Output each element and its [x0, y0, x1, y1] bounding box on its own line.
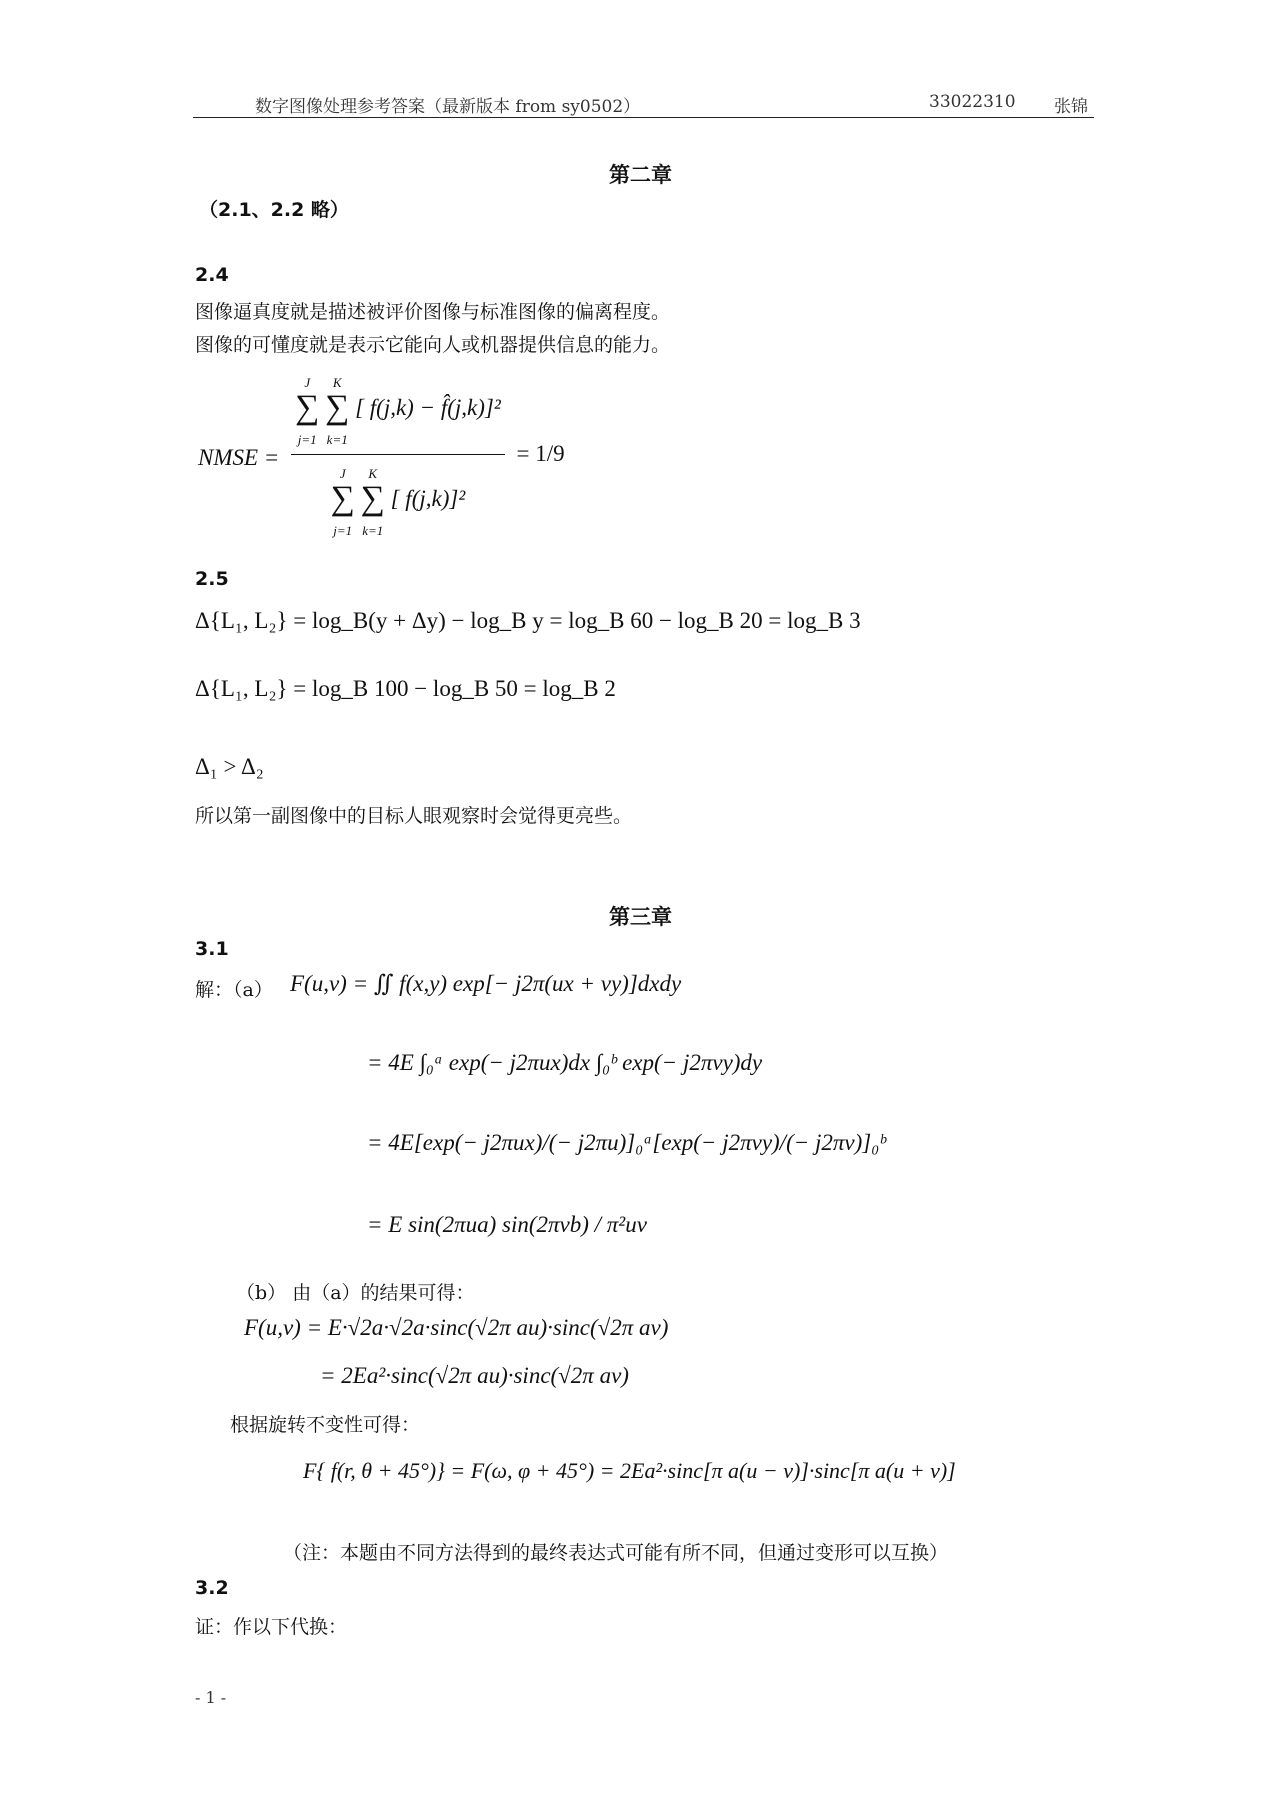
- brightness-conclusion: 所以第一副图像中的目标人眼观察时会觉得更亮些。: [195, 805, 633, 827]
- header-id: 33022310: [929, 92, 1016, 112]
- header-name: 张锦: [1054, 97, 1088, 117]
- nmse-lhs: NMSE =: [198, 444, 280, 470]
- sinc-eq-1: F(u,v) = E·√2a·√2a·sinc(√2π au)·sinc(√2π av): [244, 1315, 669, 1340]
- note-text: （注：本题由不同方法得到的最终表达式可能有所不同，但通过变形可以互换）: [283, 1542, 949, 1564]
- fourier-eq-4: = E sin(2πua) sin(2πvb) / π²uv: [367, 1212, 647, 1237]
- section-3-1: 3.1: [195, 938, 229, 960]
- rotation-invariance-text: 根据旋转不变性可得：: [230, 1414, 421, 1436]
- section-3-2: 3.2: [195, 1577, 229, 1599]
- rotation-eq: F{ f(r, θ + 45°)} = F(ω, φ + 45°) = 2Ea²·sinc[π a(u − v)]·sinc[π a(u + v)]: [303, 1458, 956, 1483]
- contrast-eq-2: Δ{L₁, L₂} = log_B 100 − log_B 50 = log_B 2: [195, 676, 616, 701]
- chapter-2-title: 第二章: [609, 163, 672, 187]
- proof-intro: 证：作以下代换：: [195, 1616, 348, 1638]
- nmse-formula: NMSE = J ∑ j=1 K ∑ k=1 [ f(j,k) − f̂(j,k)]² J ∑ j=1 K ∑ k=1 [ f(j,k)]² = 1/9: [198, 368, 565, 539]
- header-title: 数字图像处理参考答案（最新版本 from sy0502）: [255, 97, 641, 117]
- section-2-4: 2.4: [195, 264, 229, 286]
- fourier-eq-2: = 4E ∫₀ᵃ exp(− j2πux)dx ∫₀ᵇ exp(− j2πvy)dy: [367, 1050, 763, 1075]
- intelligibility-definition: 图像的可懂度就是表示它能向人或机器提供信息的能力。: [195, 334, 671, 356]
- sinc-eq-2: = 2Ea²·sinc(√2π au)·sinc(√2π av): [320, 1363, 629, 1388]
- nmse-denominator: [ f(j,k)]²: [390, 486, 466, 511]
- skip-note: （2.1、2.2 略）: [199, 199, 349, 221]
- nmse-numerator: [ f(j,k) − f̂(j,k)]²: [355, 395, 501, 420]
- nmse-result: = 1/9: [516, 440, 565, 466]
- page-number: - 1 -: [195, 1688, 227, 1707]
- contrast-eq-1: Δ{L₁, L₂} = log_B(y + Δy) − log_B y = log_B 60 − log_B 20 = log_B 3: [195, 608, 861, 633]
- chapter-3-title: 第三章: [609, 905, 672, 929]
- fourier-eq-1: F(u,v) = ∬ f(x,y) exp[− j2π(ux + vy)]dxdy: [290, 971, 682, 996]
- fourier-eq-3: = 4E[exp(− j2πux)/(− j2πu)]₀ᵃ[exp(− j2πvy)/(− j2πv)]₀ᵇ: [367, 1130, 886, 1155]
- contrast-compare: Δ₁ > Δ₂: [195, 754, 264, 779]
- solution-b-label: （b） 由（a）的结果可得：: [236, 1282, 475, 1304]
- fidelity-definition: 图像逼真度就是描述被评价图像与标准图像的偏离程度。: [195, 301, 671, 323]
- header-rule: [193, 117, 1094, 118]
- solution-a-label: 解：（a）: [195, 979, 273, 1001]
- section-2-5: 2.5: [195, 568, 229, 590]
